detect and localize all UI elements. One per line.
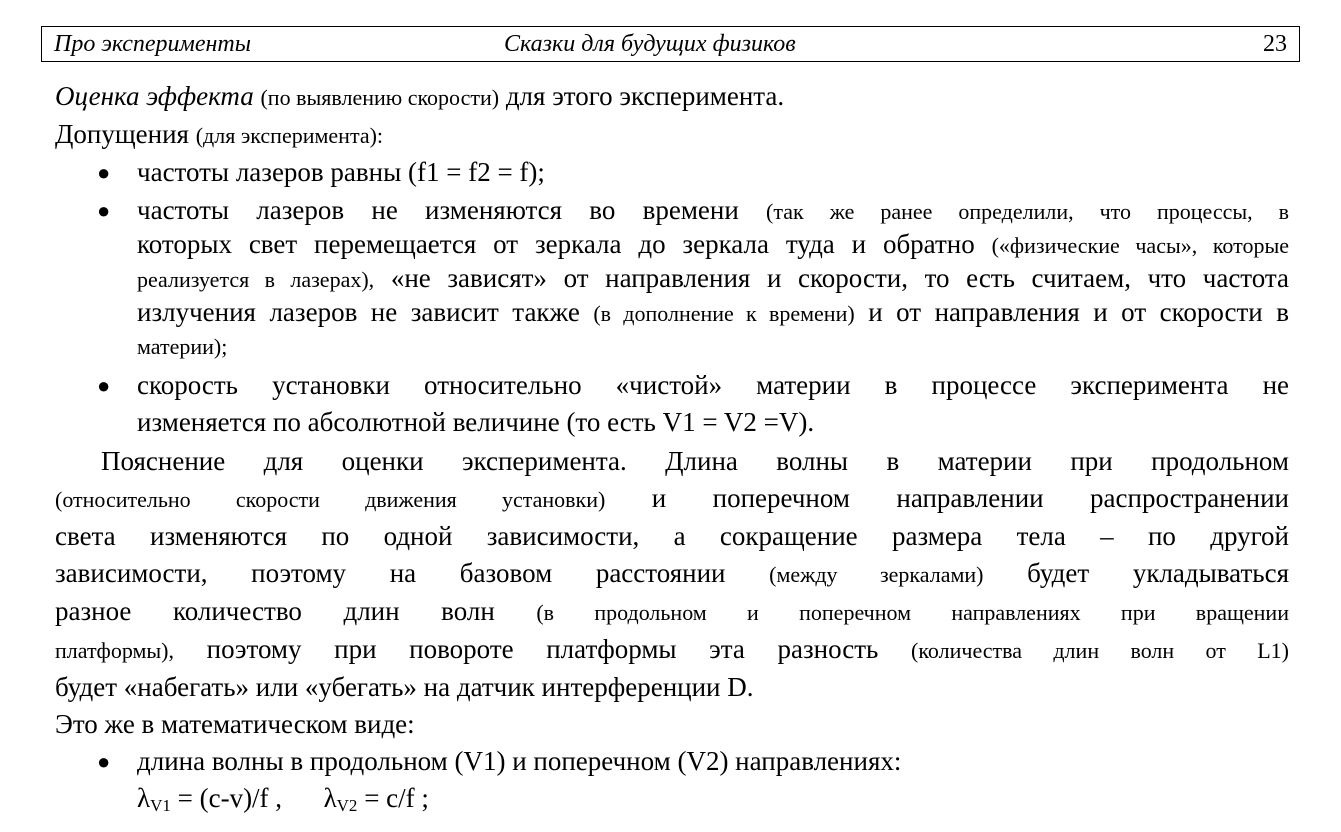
formula-subscript: V2 bbox=[336, 796, 358, 815]
effect-estimate-note: (по выявлению скорости) bbox=[260, 85, 500, 110]
text-run-small: (так же ранее определили, что процессы, в bbox=[766, 199, 1289, 224]
list-item-line bbox=[137, 296, 1289, 330]
header-book-title: Сказки для будущих физиков bbox=[504, 31, 796, 57]
list-item-line bbox=[137, 228, 1289, 262]
bullet-icon: ● bbox=[97, 373, 111, 398]
lambda-symbol: λ bbox=[137, 783, 151, 813]
paragraph-line: Пояснение для оценки эксперимента. Длина волны в материи при продольном bbox=[101, 446, 1289, 476]
text-run: изменяется по абсолютной величине bbox=[137, 407, 560, 437]
list-item-line: скорость установки относительно «чистой» материи в процессе эксперимента не bbox=[137, 370, 1289, 400]
text-run-small: (относительно скорости движения установки) bbox=[55, 487, 606, 512]
list-item-line: материи); bbox=[137, 334, 228, 359]
explanation-paragraph bbox=[55, 443, 1289, 706]
page-number: 23 bbox=[1263, 31, 1287, 57]
page-body bbox=[55, 78, 1289, 824]
assumption-item-speed-constant bbox=[55, 367, 1289, 441]
text-run-small: (в продольном и поперечном направлениях при вращении bbox=[536, 600, 1289, 625]
text-run: и поперечном направлении распространении bbox=[651, 483, 1289, 513]
paragraph-line bbox=[55, 555, 1289, 593]
list-item-text: частоты лазеров равны (f1 = f2 = f); bbox=[137, 157, 545, 187]
list-item-text: длина волны в продольном (V1) и поперечном (V2) направлениях: bbox=[137, 746, 902, 776]
text-run-small: реализуется в лазерах), bbox=[137, 267, 375, 292]
header-section-title: Про эксперименты bbox=[54, 31, 251, 57]
text-run: «не зависят» от направления и скорости, то есть считаем, что частота bbox=[390, 263, 1290, 293]
effect-estimate-heading: Оценка эффекта bbox=[55, 81, 254, 111]
text-run-small: платформы), bbox=[55, 638, 175, 663]
bullet-icon: ● bbox=[97, 749, 111, 774]
text-run: (то есть V1 = V2 =V). bbox=[566, 407, 815, 437]
assumption-item-frequencies-equal bbox=[55, 154, 1289, 191]
list-item-line bbox=[137, 262, 1289, 296]
lambda-symbol: λ bbox=[323, 783, 337, 813]
formula-subscript: V1 bbox=[150, 796, 171, 815]
text-run: и от направления и от скорости в bbox=[868, 297, 1289, 327]
math-item-wavelengths bbox=[55, 743, 1289, 824]
text-run: поэтому при повороте платформы эта разность bbox=[206, 634, 879, 664]
list-item-line bbox=[137, 194, 1289, 228]
bullet-icon: ● bbox=[97, 160, 111, 185]
text-run-small: (количества длин волн от L1) bbox=[911, 638, 1289, 663]
text-run: которых свет перемещается от зеркала до зеркала туда и обратно bbox=[137, 229, 975, 259]
assumptions-line bbox=[55, 116, 1289, 154]
text-run-small: («физические часы», которые bbox=[991, 233, 1289, 258]
paragraph-line: света изменяются по одной зависимости, а сокращение размера тела – по другой bbox=[55, 521, 1289, 551]
bullet-icon: ● bbox=[97, 198, 111, 223]
text-run-small: (между зеркалами) bbox=[769, 562, 984, 587]
formula-line bbox=[137, 780, 1289, 824]
running-header bbox=[41, 26, 1300, 62]
paragraph-line bbox=[55, 631, 1289, 669]
formula-expression: = c/f ; bbox=[364, 783, 429, 813]
formula-expression: = (c-v)/f , bbox=[177, 783, 283, 813]
paragraph-line bbox=[55, 480, 1289, 518]
assumptions-note: (для эксперимента): bbox=[195, 123, 384, 148]
math-list bbox=[55, 743, 1289, 824]
text-run-small: (в дополнение к времени) bbox=[593, 301, 855, 326]
math-intro: Это же в математическом виде: bbox=[55, 709, 415, 739]
assumption-item-frequencies-constant bbox=[55, 194, 1289, 363]
assumptions-list bbox=[55, 154, 1289, 441]
text-run: разное количество длин волн bbox=[55, 596, 495, 626]
assumptions-heading: Допущения bbox=[55, 119, 189, 149]
effect-estimate-rest: для этого эксперимента. bbox=[505, 81, 785, 111]
text-run: будет укладываться bbox=[1027, 558, 1289, 588]
effect-estimate-line bbox=[55, 78, 1289, 116]
text-run: зависимости, поэтому на базовом расстоянии bbox=[55, 558, 726, 588]
list-item-line bbox=[137, 404, 1289, 441]
paragraph-line: будет «набегать» или «убегать» на датчик интерференции D. bbox=[55, 672, 754, 702]
paragraph-line bbox=[55, 593, 1289, 631]
text-run: излучения лазеров не зависит также bbox=[137, 297, 580, 327]
text-run: частоты лазеров не изменяются во времени bbox=[137, 195, 739, 225]
